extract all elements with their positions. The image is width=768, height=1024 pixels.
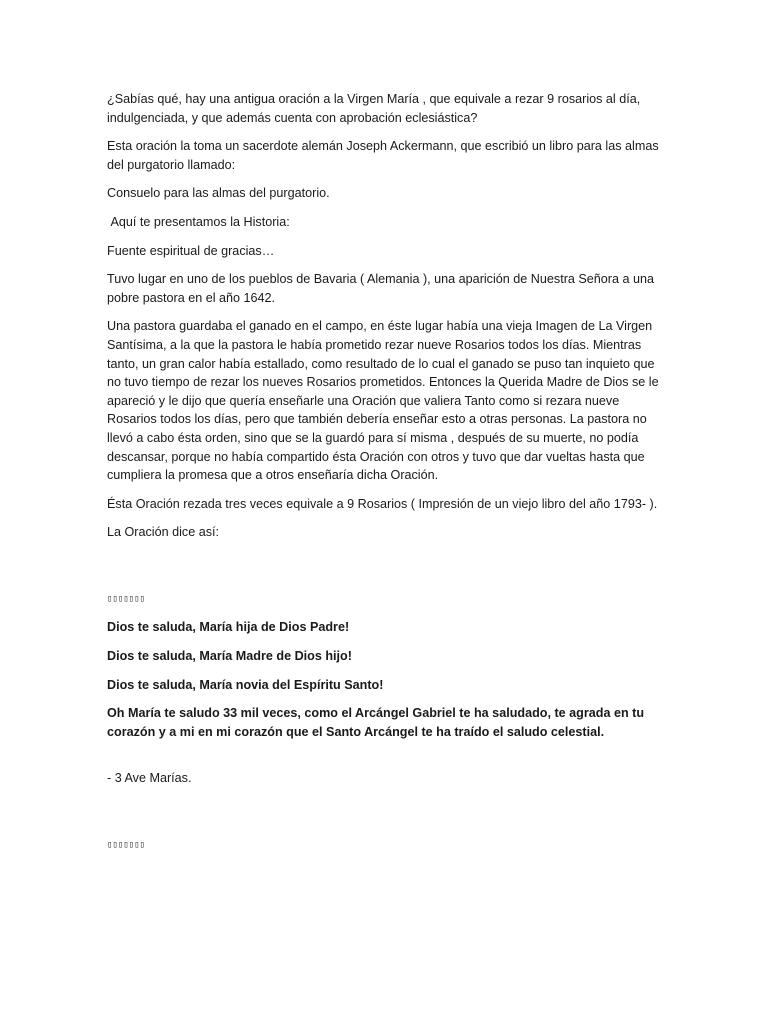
separator-glyphs-top: ▯▯▯▯▯▯▯ [107,593,145,604]
paragraph-history-intro: Aquí te presentamos la Historia: [107,214,290,229]
paragraph-prayer-intro: La Oración dice así: [107,525,220,540]
paragraph-story: Una pastora guardaba el ganado en el campo, en éste lugar había una vieja Imagen de La Virgen Santísima, a la que la pastora le había prometido rezar nueve Rosarios todos los días. Mientras tanto, un gran calor había estallado, como resultado de lo cual el ganado se puso tan inquieto que no tuvo tiempo de rezar los nueves Rosarios prometidos. Entonces la Querida Madre de Dios se le apareció y le dijo que quería enseñarle una Oración que valiera Tanto como si rezara nueve Rosarios todos los días, pero que también debería enseñar esto a otras personas. La pastora no llevó a cabo ésta orden, sino que se la guardó para sí misma , después de su muerte, no podía descansar, porque no había compartido ésta Oración con otros y tuvo que dar vueltas hasta que cumpliera la promesa que a otros enseñaría dicha Oración. [107,319,659,483]
prayer-line-3: Dios te saluda, María novia del Espíritu Santo! [107,677,384,692]
paragraph-source: Fuente espiritual de gracias… [107,243,275,258]
prayer-line-2: Dios te saluda, María Madre de Dios hijo! [107,649,352,664]
separator-glyphs-bottom: ▯▯▯▯▯▯▯ [107,840,145,851]
paragraph-equivalence: Ésta Oración rezada tres veces equivale a 9 Rosarios ( Impresión de un viejo libro del año 1793- ). [107,496,658,511]
paragraph-intro: ¿Sabías qué, hay una antigua oración a la Virgen María , que equivale a rezar 9 rosarios al día, indulgenciada, y que además cuenta con aprobación eclesiástica? [107,92,641,125]
prayer-line-4: Oh María te saludo 33 mil veces, como el Arcángel Gabriel te ha saludado, te agrada en tu corazón y a mi en mi corazón que el Santo Arcángel te ha traído el saludo celestial. [107,706,645,739]
document-body [107,90,667,865]
prayer-line-1: Dios te saluda, María hija de Dios Padre! [107,620,350,635]
spacer [107,798,667,836]
spacer [107,751,667,769]
paragraph-book-title: Consuelo para las almas del purgatorio. [107,186,330,201]
ave-marias-note: - 3 Ave Marías. [107,771,192,786]
paragraph-origin: Esta oración la toma un sacerdote alemán Joseph Ackermann, que escribió un libro para las almas del purgatorio llamado: [107,139,659,172]
spacer [107,552,667,590]
paragraph-place: Tuvo lugar en uno de los pueblos de Bavaria ( Alemania ), una aparición de Nuestra Señora a una pobre pastora en el año 1642. [107,272,655,305]
